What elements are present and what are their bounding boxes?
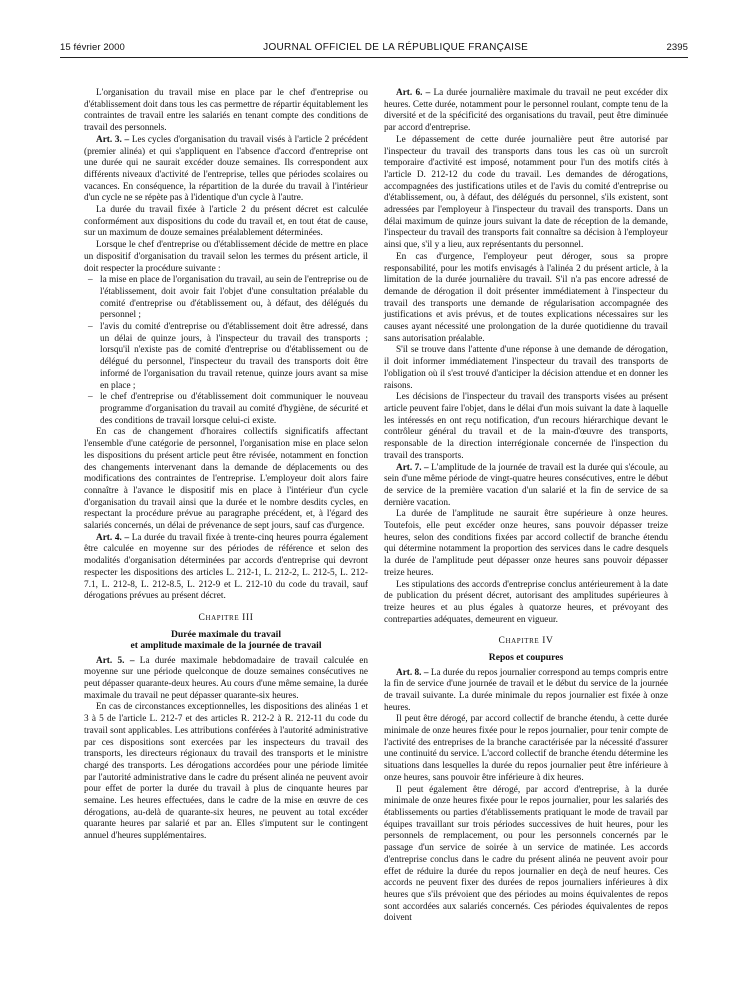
chapter-title [84, 629, 368, 652]
article-text: La durée journalière maximale du travail ne peut excéder dix heures. Cette durée, notamment pour le personnel roulant, compte tenu de la diversité et de la spécificité des organisations du travail, peut être diminuée par accord d'entreprise. [384, 88, 668, 134]
paragraph: Lorsque le chef d'entreprise ou d'établissement décide de mettre en place un dispositif d'organisation du travail selon les termes du présent article, il doit respecter la procédure suivante : [84, 240, 368, 274]
left-column [84, 88, 368, 843]
page-header [60, 42, 688, 53]
article-8 [384, 668, 668, 715]
header-journal-title: JOURNAL OFFICIEL DE LA RÉPUBLIQUE FRANÇAISE [263, 42, 529, 53]
paragraph: En cas de circonstances exceptionnelles, les dispositions des alinéas 1 et 3 à 5 de l'article L. 212-7 et des articles R. 212-2 à R. 212-11 du code du travail sont applicables. Les attributions conférées à l'autorité administrative par ces dispositions sont exercées par les inspecteurs du travail des transports, les directeurs régionaux du travail des transports et le ministre chargé des transports. Les dérogations accordées pour une période limitée par l'autorité administrative dans le cadre du présent alinéa ne peuvent avoir pour effet de porter la durée du travail à plus de cinquante heures par semaine. Les heures effectuées, dans le cadre de la mise en œuvre de ces dérogations, au-delà de quarante-six heures, ne peuvent au total excéder quarante heures par salarié et par an. Elles s'imputent sur le contingent annuel d'heures supplémentaires. [84, 702, 368, 842]
article-4 [84, 533, 368, 603]
article-3 [84, 135, 368, 205]
header-date: 15 février 2000 [60, 42, 125, 53]
article-label: Art. 7. – [396, 462, 429, 473]
article-text: Les cycles d'organisation du travail visés à l'article 2 précédent (premier alinéa) et qui s'appliquent en l'absence d'accord d'entreprise ont une durée qui ne saurait excéder douze semaines. Ils correspondent aux différents niveaux d'activité de l'entreprise, telles que périodes scolaires ou vacances. En conséquence, la répartition de la durée du travail à l'intérieur d'un cycle ne se répète pas à l'identique d'un cycle à l'autre. [84, 134, 369, 204]
chapter-title [384, 652, 668, 664]
chapter-title-line: et amplitude maximale de la journée de travail [130, 640, 322, 652]
paragraph: S'il se trouve dans l'attente d'une réponse à une demande de dérogation, il doit informer immédiatement l'inspecteur du travail des transports de l'obligation où il s'est trouvé d'anticiper la décision attendue et en donner les raisons. [384, 345, 668, 391]
chapter-heading: Chapitre III [198, 612, 254, 623]
paragraph: La durée de l'amplitude ne saurait être supérieure à onze heures. Toutefois, elle peut excéder onze heures, sans pouvoir dépasser treize heures, selon des conditions fixées par accord collectif de branche étendu qui détermine notamment la proportion des services dans le cadre desquels la durée de l'amplitude peut dépasser onze heures sans pouvoir dépasser treize heures. [384, 509, 668, 578]
article-label: Art. 6. – [396, 88, 431, 98]
article-label: Art. 4. – [96, 532, 130, 543]
header-rule [60, 57, 688, 58]
paragraph: La durée du travail fixée à l'article 2 du présent décret est calculée conformément aux dispositions du code du travail et, en tout état de cause, sur un maximum de douze semaines préalablement déterminées. [84, 205, 368, 239]
article-text: La durée maximale hebdomadaire de travail calculée en moyenne sur une période quelconque de douze semaines consécutives ne peut dépasser quarante-deux heures. Au cours d'une même semaine, la durée maximale du travail ne peut dépasser quarante-six heures. [84, 655, 369, 701]
chapter-title-line: Repos et coupures [488, 652, 564, 664]
article-text: La durée du travail fixée à trente-cinq heures pourra également être calculée en moyenne sur des périodes de référence et selon des modalités d'organisation déterminées par accords d'entreprise qui devront respecter les dispositions des articles L. 212-1, L. 212-2, L. 212-5, L. 212-7.1, L. 212-8, L. 212-8.5, L. 212-9 et L. 212-10 du code du travail, sauf dérogations prévues au présent décret. [84, 532, 368, 602]
header-page-number: 2395 [666, 42, 688, 53]
list-item: – le chef d'entreprise ou d'établissement doit communiquer le nouveau programme d'organisation du travail au comité d'hygiène, de sécurité et des conditions de travail lorsque celui-ci existe. [84, 392, 368, 427]
paragraph: En cas de changement d'horaires collectifs significatifs affectant l'ensemble d'une catégorie de personnel, l'organisation mise en place selon les dispositions du présent article peut être révisée, notamment en fonction des changements intervenant dans la demande de déplacements ou des modifications des contraintes de l'entreprise. L'employeur doit alors faire connaître à l'avance le dispositif mis en place à l'intérieur d'un cycle d'organisation du travail ainsi que la durée et le nombre desdits cycles, en respectant la procédure prévue au paragraphe précédent, et, à l'égard des salariés concernés, un délai de prévenance de sept jours, sauf cas d'urgence. [84, 427, 368, 532]
article-5 [84, 656, 368, 703]
article-label: Art. 8. – [396, 667, 429, 678]
paragraph: Les stipulations des accords d'entreprise conclus antérieurement à la date de publication du présent décret, autorisant des amplitudes supérieures à treize heures et au plus égales à quatorze heures, et prévoyant des contreparties adéquates, demeurent en vigueur. [384, 579, 668, 625]
article-7 [384, 463, 668, 510]
list-item: – l'avis du comité d'entreprise ou d'établissement doit être adressé, dans un délai de quinze jours, à l'inspecteur du travail des transports ; lorsqu'il n'existe pas de comité d'entreprise ou d'établissement ou de délégué du personnel, l'inspecteur du travail des transports doit être informé de l'organisation du travail retenue, quinze jours avant sa mise en place ; [84, 322, 368, 392]
article-label: Art. 3. – [96, 134, 130, 145]
paragraph: L'organisation du travail mise en place par le chef d'entreprise ou d'établissement doit dans tous les cas permettre de répartir équitablement les contraintes de travail entre les salariés en tenant compte des conditions de travail des personnels. [84, 88, 368, 134]
chapter-title-line: Durée maximale du travail [170, 628, 282, 640]
article-text: La durée du repos journalier correspond au temps compris entre la fin de service d'une journée de travail et le début du service de la journée de travail suivante. La durée minimale du repos journalier est fixée à onze heures. [384, 667, 669, 713]
article-text: L'amplitude de la journée de travail est la durée qui s'écoule, au sein d'une même période de vingt-quatre heures consécutives, entre le début de service de la première vacation d'un salarié et la fin de service de sa dernière vacation. [384, 462, 668, 508]
paragraph: Il peut être dérogé, par accord collectif de branche étendu, à cette durée minimale de onze heures fixée pour le repos journalier, pour tenir compte de l'activité des entreprises de la branche caractérisée par la nécessité d'assurer une continuité du service. L'accord collectif de branche étendu détermine les situations dans lesquelles la durée du repos journalier peut être inférieure à onze heures, sans pouvoir être inférieure à dix heures. [384, 714, 668, 783]
paragraph: Il peut également être dérogé, par accord d'entreprise, à la durée minimale de onze heures fixée pour le repos journalier, pour les salariés des établissements ou parties d'établissements pratiquant le mode de travail par équipes travaillant sur trois périodes successives de huit heures, pour les personnels de remplacement, ou pour les personnels concernés par le passage d'un service de soirée à un service de matinée. Les accords d'entreprise conclus dans le cadre du présent alinéa ne peuvent avoir pour effet de réduire la durée du repos journalier en deçà de neuf heures. Ces accords ne peuvent fixer des durées de repos journaliers inférieures à dix heures que s'ils prévoient que des périodes au moins équivalentes de repos sont accordées aux salariés concernés. Ces périodes équivalentes de repos doivent [384, 784, 668, 924]
right-column [384, 88, 668, 925]
paragraph: Les décisions de l'inspecteur du travail des transports visées au présent article peuvent faire l'objet, dans le délai d'un mois suivant la date à laquelle les intéressés en ont reçu notification, d'un recours hiérarchique devant le contrôleur général du travail et de la main-d'œuvre des transports, responsable de la direction interrégionale concernée de l'inspection du travail des transports. [384, 392, 668, 461]
paragraph: En cas d'urgence, l'employeur peut déroger, sous sa propre responsabilité, pour les motifs envisagés à l'alinéa 2 du présent article, à la limitation de la durée journalière du travail. S'il n'a pas encore adressé de demande de dérogation il doit présenter immédiatement à l'inspecteur du travail des transports une demande de régularisation accompagnée des justifications et avis prévus, et de toutes explications nécessaires sur les causes ayant nécessité une prolongation de la durée quotidienne du travail sans autorisation préalable. [384, 251, 668, 344]
article-6 [384, 88, 668, 135]
article-label: Art. 5. – [96, 655, 135, 666]
paragraph: Le dépassement de cette durée journalière peut être autorisé par l'inspecteur du travail des transports dans tous les cas où un surcroît temporaire d'activité est imposé, notamment pour l'un des motifs cités à l'article D. 212-12 du code du travail. Les demandes de dérogations, accompagnées des justifications utiles et de l'avis du comité d'entreprise ou d'établissement, ou, à défaut, des délégués du personnel, s'ils existent, sont adressées par l'employeur à l'inspecteur du travail des transports. Dans un délai maximum de quinze jours suivant la date de réception de la demande, l'inspecteur du travail des transports fait connaître sa décision à l'employeur ainsi que, s'il y a lieu, aux représentants du personnel. [384, 134, 668, 251]
chapter-heading: Chapitre IV [498, 636, 554, 647]
list-item: – la mise en place de l'organisation du travail, au sein de l'entreprise ou de l'établissement, doit avoir fait l'objet d'une consultation préalable du comité d'entreprise ou d'établissement ou, à défaut, des délégués du personnel ; [84, 275, 368, 322]
procedure-list [84, 275, 368, 427]
